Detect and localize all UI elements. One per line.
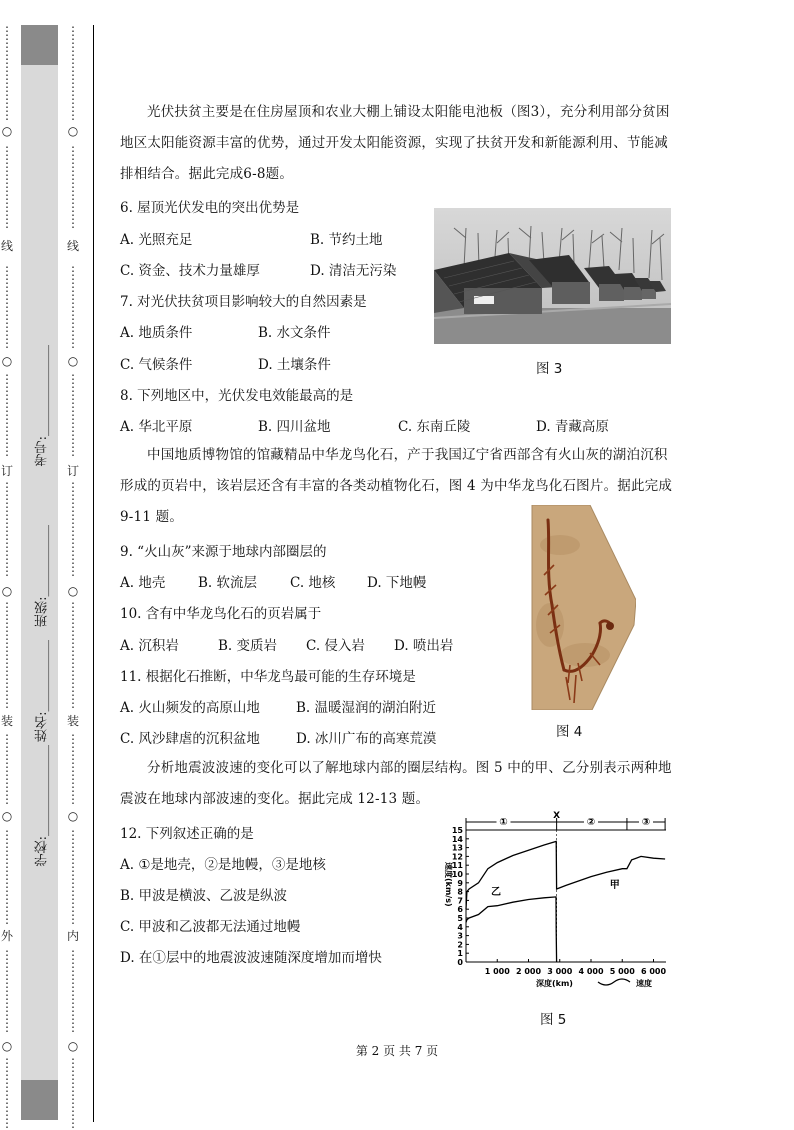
margin-dot: ⋮ xyxy=(1,60,13,74)
margin-dot: ⋮ xyxy=(1,312,13,326)
margin-dot: ⋮ xyxy=(67,912,79,926)
question-10-stem: 10. 含有中华龙鸟化石的页岩属于 xyxy=(120,606,322,622)
margin-dot: ⋮ xyxy=(1,732,13,746)
page-footer: 第 2 页 共 7 页 xyxy=(355,1044,439,1058)
y-tick-label: 6 xyxy=(457,905,463,915)
margin-dot: ⋮ xyxy=(67,600,79,614)
margin-dot: ⋮ xyxy=(1,420,13,434)
margin-rule xyxy=(93,25,94,1122)
margin-dot: ⋮ xyxy=(1,552,13,566)
question-12-option-d: D. 在①层中的地震波波速随深度增加而增快 xyxy=(120,950,382,966)
margin-dot: ⋮ xyxy=(67,420,79,434)
passage-3: 分析地震波波速的变化可以了解地球内部的圈层结构。图 5 中的甲、乙分别表示两种地震波在地球内部波速的变化。据此完成 12-13 题。 xyxy=(120,760,672,807)
inner-margin-label-1: 订 xyxy=(66,464,79,478)
margin-dot: ⋮ xyxy=(1,72,13,86)
margin-dot: ⋮ xyxy=(1,1008,13,1022)
margin-dot: ⋮ xyxy=(1,888,13,902)
margin-dot: ⋮ xyxy=(67,564,79,578)
y-tick-label: 7 xyxy=(457,896,463,906)
margin-dot: ⋮ xyxy=(67,384,79,398)
question-7-option-b: B. 水文条件 xyxy=(258,325,331,341)
margin-dot: ⋮ xyxy=(67,552,79,566)
margin-dot: ⋮ xyxy=(67,276,79,290)
figure-5-seismic-wave-chart xyxy=(434,806,674,996)
margin-dot: ⋮ xyxy=(1,408,13,422)
outer-margin-label-2: 装 xyxy=(0,714,13,728)
margin-dot: ⋮ xyxy=(1,636,13,650)
margin-dot: ⋮ xyxy=(67,636,79,650)
outer-dotted-line xyxy=(0,24,14,1130)
margin-circle-icon: ○ xyxy=(1,809,13,823)
y-tick-label: 1 xyxy=(457,949,463,959)
question-10-option-a: A. 沉积岩 xyxy=(120,638,179,654)
margin-dot: ⋮ xyxy=(67,612,79,626)
margin-dot: ⋮ xyxy=(1,372,13,386)
class-label: 班级:___________ xyxy=(35,525,50,627)
layer-label: ② xyxy=(586,817,596,828)
margin-dot: ⋮ xyxy=(67,624,79,638)
margin-dot: ⋮ xyxy=(1,660,13,674)
margin-dot: ⋮ xyxy=(1,948,13,962)
margin-dot: ⋮ xyxy=(1,864,13,878)
margin-dot: ⋮ xyxy=(67,696,79,710)
question-8-stem: 8. 下列地区中，光伏发电效能最高的是 xyxy=(120,388,354,404)
margin-dot: ⋮ xyxy=(1,96,13,110)
margin-dot: ⋮ xyxy=(1,876,13,890)
margin-dot: ⋮ xyxy=(67,480,79,494)
figure-4-fossil-photo xyxy=(530,505,636,710)
question-9-option-a: A. 地壳 xyxy=(120,575,166,591)
margin-dot: ⋮ xyxy=(1,900,13,914)
margin-dot: ⋮ xyxy=(1,276,13,290)
y-tick-label: 11 xyxy=(451,861,463,871)
question-6-option-a: A. 光照充足 xyxy=(120,232,193,248)
margin-dot: ⋮ xyxy=(1,1092,13,1106)
margin-dot: ⋮ xyxy=(67,432,79,446)
margin-dot: ⋮ xyxy=(67,672,79,686)
question-6-option-c: C. 资金、技术力量雄厚 xyxy=(120,263,260,279)
question-7-stem: 7. 对光伏扶贫项目影响较大的自然因素是 xyxy=(120,294,367,310)
margin-dot: ⋮ xyxy=(1,1116,13,1130)
margin-dot: ⋮ xyxy=(67,48,79,62)
margin-dot: ⋮ xyxy=(1,156,13,170)
margin-dot: ⋮ xyxy=(67,516,79,530)
margin-dot: ⋮ xyxy=(67,324,79,338)
margin-dot: ⋮ xyxy=(67,972,79,986)
question-8-option-b: B. 四川盆地 xyxy=(258,419,331,435)
passage-2: 中国地质博物馆的馆藏精品中华龙鸟化石，产于我国辽宁省西部含有火山灰的湖泊沉积形成的页岩中，该岩层还含有丰富的各类动植物化石，图 4 为中华龙鸟化石图片。据此完成 9-11 题。 xyxy=(120,447,673,525)
question-11-option-c: C. 风沙肆虐的沉积盆地 xyxy=(120,731,260,747)
margin-dot: ⋮ xyxy=(67,900,79,914)
margin-dot: ⋮ xyxy=(1,792,13,806)
layer-label: X xyxy=(553,811,561,821)
x-tick-label: 4 000 xyxy=(578,967,604,976)
margin-dot: ⋮ xyxy=(67,864,79,878)
margin-dot: ⋮ xyxy=(67,528,79,542)
question-9-option-c: C. 地核 xyxy=(290,575,336,591)
margin-dot: ⋮ xyxy=(67,792,79,806)
margin-dot: ⋮ xyxy=(1,204,13,218)
margin-dot: ⋮ xyxy=(67,444,79,458)
margin-dot: ⋮ xyxy=(1,84,13,98)
margin-dot: ⋮ xyxy=(67,744,79,758)
question-6-stem: 6. 屋顶光伏发电的突出优势是 xyxy=(120,200,300,216)
margin-dot: ⋮ xyxy=(67,828,79,842)
layer-label: ③ xyxy=(641,817,651,828)
margin-dot: ⋮ xyxy=(1,48,13,62)
margin-dot: ⋮ xyxy=(67,756,79,770)
margin-dot: ⋮ xyxy=(1,960,13,974)
margin-dot: ⋮ xyxy=(1,492,13,506)
margin-dot: ⋮ xyxy=(67,948,79,962)
y-tick-label: 4 xyxy=(457,922,463,932)
margin-dot: ⋮ xyxy=(67,192,79,206)
series-line-jia xyxy=(466,841,665,909)
question-9-option-b: B. 软流层 xyxy=(198,575,258,591)
margin-dot: ⋮ xyxy=(67,648,79,662)
margin-dot: ⋮ xyxy=(67,264,79,278)
series-label-jia: 甲 xyxy=(609,880,620,892)
margin-circle-icon: ○ xyxy=(67,124,79,138)
margin-dot: ⋮ xyxy=(67,288,79,302)
margin-dot: ⋮ xyxy=(67,312,79,326)
margin-dot: ⋮ xyxy=(67,1068,79,1082)
question-12-option-c: C. 甲波和乙波都无法通过地幔 xyxy=(120,919,301,935)
margin-dot: ⋮ xyxy=(1,780,13,794)
question-12-option-a: A. ①是地壳，②是地幔，③是地核 xyxy=(120,857,326,873)
margin-dot: ⋮ xyxy=(67,1104,79,1118)
margin-dot: ⋮ xyxy=(67,168,79,182)
margin-dot: ⋮ xyxy=(1,564,13,578)
margin-dot: ⋮ xyxy=(1,1080,13,1094)
margin-dot: ⋮ xyxy=(1,384,13,398)
margin-dot: ⋮ xyxy=(1,1068,13,1082)
margin-dot: ⋮ xyxy=(67,1092,79,1106)
margin-dot: ⋮ xyxy=(1,612,13,626)
margin-dot: ⋮ xyxy=(1,192,13,206)
question-10-option-c: C. 侵入岩 xyxy=(306,638,365,654)
y-tick-label: 2 xyxy=(457,940,463,950)
question-8-option-d: D. 青藏高原 xyxy=(536,419,609,435)
question-10-option-b: B. 变质岩 xyxy=(218,638,278,654)
margin-dot: ⋮ xyxy=(1,288,13,302)
inner-dotted-line xyxy=(66,24,80,1130)
outer-margin-label-0: 线 xyxy=(0,239,13,253)
question-12-stem: 12. 下列叙述正确的是 xyxy=(120,826,254,842)
margin-dot: ⋮ xyxy=(1,624,13,638)
margin-circle-icon: ○ xyxy=(1,1039,13,1053)
margin-dot: ⋮ xyxy=(67,156,79,170)
margin-dot: ⋮ xyxy=(1,396,13,410)
margin-dot: ⋮ xyxy=(1,996,13,1010)
margin-dot: ⋮ xyxy=(67,984,79,998)
margin-dot: ⋮ xyxy=(67,336,79,350)
margin-dot: ⋮ xyxy=(67,396,79,410)
margin-dot: ⋮ xyxy=(67,780,79,794)
series-line-yi xyxy=(466,897,557,962)
exam-no-label: 考号:______________ xyxy=(35,345,50,467)
margin-dot: ⋮ xyxy=(1,168,13,182)
question-6-option-b: B. 节约土地 xyxy=(310,232,383,248)
question-9-option-d: D. 下地幔 xyxy=(367,575,427,591)
passage-1: 光伏扶贫主要是在住房屋顶和农业大棚上铺设太阳能电池板（图3），充分利用部分贫困地区太阳能资源丰富的优势，通过开发太阳能资源，实现了扶贫开发和新能源利用、节能减排相结合。据此完成6-8题。 xyxy=(120,104,670,182)
question-7-option-a: A. 地质条件 xyxy=(120,325,193,341)
margin-dot: ⋮ xyxy=(1,1020,13,1034)
margin-dot: ⋮ xyxy=(1,324,13,338)
y-tick-label: 5 xyxy=(457,914,463,923)
margin-dot: ⋮ xyxy=(67,768,79,782)
question-11-option-b: B. 温暖湿润的湖泊附近 xyxy=(296,700,437,716)
margin-circle-icon: ○ xyxy=(67,1039,79,1053)
margin-dot: ⋮ xyxy=(67,1116,79,1130)
question-10-option-d: D. 喷出岩 xyxy=(394,638,454,654)
margin-dot: ⋮ xyxy=(67,300,79,314)
margin-dot: ⋮ xyxy=(67,1008,79,1022)
margin-dot: ⋮ xyxy=(1,648,13,662)
margin-dot: ⋮ xyxy=(67,144,79,158)
layer-label: ① xyxy=(499,817,508,828)
margin-dot: ⋮ xyxy=(1,336,13,350)
margin-dot: ⋮ xyxy=(1,504,13,518)
margin-circle-icon: ○ xyxy=(67,584,79,598)
margin-dot: ⋮ xyxy=(67,684,79,698)
y-tick-label: 15 xyxy=(451,826,463,835)
x-tick-label: 3 000 xyxy=(547,967,573,976)
margin-dot: ⋮ xyxy=(1,840,13,854)
margin-dot: ⋮ xyxy=(1,300,13,314)
margin-dot: ⋮ xyxy=(1,744,13,758)
margin-dot: ⋮ xyxy=(67,852,79,866)
margin-dot: ⋮ xyxy=(1,852,13,866)
margin-dot: ⋮ xyxy=(67,732,79,746)
margin-dot: ⋮ xyxy=(67,36,79,50)
margin-dot: ⋮ xyxy=(67,216,79,230)
margin-circle-icon: ○ xyxy=(67,354,79,368)
y-tick-label: 10 xyxy=(451,870,463,879)
margin-dot: ⋮ xyxy=(1,972,13,986)
question-9-stem: 9. “火山灰”来源于地球内部圈层的 xyxy=(120,544,327,560)
margin-dot: ⋮ xyxy=(67,24,79,38)
question-11-stem: 11. 根据化石推断，中华龙鸟最可能的生存环境是 xyxy=(120,669,416,685)
margin-dot: ⋮ xyxy=(67,180,79,194)
margin-dot: ⋮ xyxy=(67,660,79,674)
question-7-option-d: D. 土壤条件 xyxy=(258,357,331,373)
margin-dot: ⋮ xyxy=(67,108,79,122)
margin-dot: ⋮ xyxy=(67,372,79,386)
margin-dot: ⋮ xyxy=(1,1056,13,1070)
margin-dot: ⋮ xyxy=(1,696,13,710)
question-6-option-d: D. 清洁无污染 xyxy=(310,263,397,279)
question-11-option-d: D. 冰川广布的高寒荒漠 xyxy=(296,731,437,747)
margin-dot: ⋮ xyxy=(1,108,13,122)
margin-dot: ⋮ xyxy=(1,432,13,446)
margin-dot: ⋮ xyxy=(1,528,13,542)
margin-dot: ⋮ xyxy=(1,1104,13,1118)
figure-3-caption: 图 3 xyxy=(536,361,563,377)
school-label: 学校:______________ xyxy=(35,745,50,867)
question-8-option-c: C. 东南丘陵 xyxy=(398,419,471,435)
margin-dot: ⋮ xyxy=(1,444,13,458)
inner-margin-label-0: 线 xyxy=(66,239,79,253)
margin-dark-block-bottom xyxy=(21,1080,58,1120)
question-12-option-b: B. 甲波是横波、乙波是纵波 xyxy=(120,888,288,904)
margin-dot: ⋮ xyxy=(1,984,13,998)
margin-circle-icon: ○ xyxy=(1,584,13,598)
question-11-option-a: A. 火山频发的高原山地 xyxy=(120,700,260,716)
margin-dot: ⋮ xyxy=(1,36,13,50)
margin-dot: ⋮ xyxy=(67,96,79,110)
inner-margin-label-2: 装 xyxy=(66,714,79,728)
margin-dot: ⋮ xyxy=(67,408,79,422)
y-tick-label: 13 xyxy=(451,843,463,853)
series-label-yi: 乙 xyxy=(491,887,501,899)
margin-circle-icon: ○ xyxy=(67,809,79,823)
margin-dot: ⋮ xyxy=(67,492,79,506)
margin-dot: ⋮ xyxy=(1,672,13,686)
y-tick-label: 9 xyxy=(457,878,463,888)
margin-dot: ⋮ xyxy=(67,876,79,890)
x-tick-label: 5 000 xyxy=(609,967,635,976)
margin-dot: ⋮ xyxy=(1,516,13,530)
margin-dot: ⋮ xyxy=(67,1020,79,1034)
margin-dot: ⋮ xyxy=(1,180,13,194)
margin-dot: ⋮ xyxy=(67,204,79,218)
margin-dot: ⋮ xyxy=(1,480,13,494)
question-7-option-c: C. 气候条件 xyxy=(120,357,193,373)
x-axis-label: 深度(km) xyxy=(536,979,573,988)
margin-dot: ⋮ xyxy=(1,24,13,38)
figure-3-solar-barns-photo xyxy=(434,208,671,344)
margin-dot: ⋮ xyxy=(1,264,13,278)
x-tick-label: 2 000 xyxy=(515,967,542,976)
x-tick-label: 1 000 xyxy=(484,967,510,976)
margin-dot: ⋮ xyxy=(67,504,79,518)
margin-dot: ⋮ xyxy=(67,1056,79,1070)
margin-dot: ⋮ xyxy=(67,996,79,1010)
x-tick-label: 6 000 xyxy=(640,967,667,976)
y-tick-label: 8 xyxy=(457,887,463,897)
margin-dot: ⋮ xyxy=(67,840,79,854)
margin-dot: ⋮ xyxy=(1,828,13,842)
margin-dot: ⋮ xyxy=(67,60,79,74)
y-axis-label: 速度(km/s) xyxy=(444,862,453,907)
figure-5-caption: 图 5 xyxy=(540,1012,567,1028)
margin-dot: ⋮ xyxy=(1,912,13,926)
y-tick-label: 12 xyxy=(451,852,463,862)
y-tick-label: 3 xyxy=(457,931,463,941)
margin-dot: ⋮ xyxy=(1,768,13,782)
legend-label: 速度 xyxy=(636,979,652,988)
margin-dot: ⋮ xyxy=(67,84,79,98)
margin-dot: ⋮ xyxy=(1,540,13,554)
margin-dot: ⋮ xyxy=(1,216,13,230)
margin-dot: ⋮ xyxy=(1,600,13,614)
outer-margin-label-1: 订 xyxy=(0,464,13,478)
y-tick-label: 0 xyxy=(457,958,463,967)
margin-dot: ⋮ xyxy=(1,144,13,158)
margin-circle-icon: ○ xyxy=(1,124,13,138)
margin-dark-block-top xyxy=(21,25,58,65)
margin-dot: ⋮ xyxy=(1,684,13,698)
margin-dot: ⋮ xyxy=(67,960,79,974)
outer-margin-label-3: 外 xyxy=(0,929,13,943)
margin-dot: ⋮ xyxy=(67,1080,79,1094)
legend-wave-icon xyxy=(598,979,630,985)
question-8-option-a: A. 华北平原 xyxy=(120,419,193,435)
name-label: 姓名:___________ xyxy=(35,640,50,742)
margin-circle-icon: ○ xyxy=(1,354,13,368)
margin-dot: ⋮ xyxy=(67,888,79,902)
margin-dot: ⋮ xyxy=(67,72,79,86)
figure-4-caption: 图 4 xyxy=(556,724,583,740)
inner-margin-label-3: 内 xyxy=(66,929,79,943)
margin-dot: ⋮ xyxy=(67,540,79,554)
y-tick-label: 14 xyxy=(451,834,463,844)
margin-dot: ⋮ xyxy=(1,756,13,770)
